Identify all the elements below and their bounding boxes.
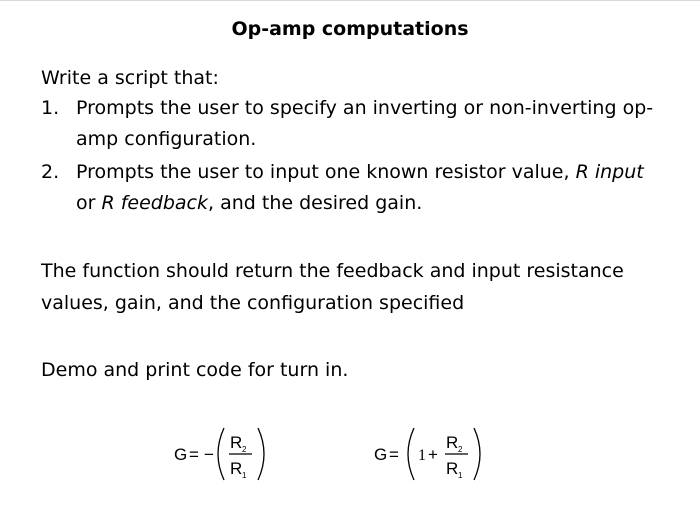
numerator-sub: 2 <box>458 445 463 454</box>
step-2-text-before: Prompts the user to input one known resistor value, <box>76 161 576 183</box>
left-paren <box>408 428 414 480</box>
numerator-r: R <box>230 433 243 452</box>
denominator-sub: 1 <box>242 471 247 480</box>
formula-one: 1 <box>418 447 426 464</box>
formula-lhs: G <box>174 445 188 464</box>
page-title: Op-amp computations <box>231 18 469 40</box>
formula-plus: + <box>428 445 438 464</box>
intro-text: Write a script that: <box>41 67 219 89</box>
step-2-text-after: , and the desired gain. <box>208 192 423 214</box>
numerator-sub: 2 <box>242 445 247 454</box>
step-1-number: 1. <box>41 97 60 119</box>
formula-equals: = <box>389 445 399 464</box>
step-2-text <box>76 157 661 219</box>
denominator-sub: 1 <box>458 471 463 480</box>
step-1-text: Prompts the user to specify an inverting or non-inverting op-amp configuration. <box>76 97 654 150</box>
step-2-text-mid: or <box>76 192 102 214</box>
right-paren <box>258 428 264 480</box>
right-paren <box>474 428 480 480</box>
function-description: The function should return the feedback and input resistance values, gain, and the configuration specified <box>41 260 624 314</box>
formula-equals: = <box>189 445 199 464</box>
inverting-gain-formula <box>172 422 282 486</box>
left-paren <box>218 428 224 480</box>
denominator-r: R <box>446 459 459 478</box>
step-2-italic-r-input: R input <box>575 161 644 183</box>
step-2-number: 2. <box>41 161 60 183</box>
noninverting-gain-formula <box>372 422 502 486</box>
top-border-line <box>0 0 700 1</box>
formula-minus: − <box>204 445 214 464</box>
denominator-r: R <box>230 459 243 478</box>
step-2-italic-r-feedback: R feedback <box>101 192 209 214</box>
demo-instruction: Demo and print code for turn in. <box>41 359 349 381</box>
formula-lhs: G <box>374 445 388 464</box>
numerator-r: R <box>446 433 459 452</box>
